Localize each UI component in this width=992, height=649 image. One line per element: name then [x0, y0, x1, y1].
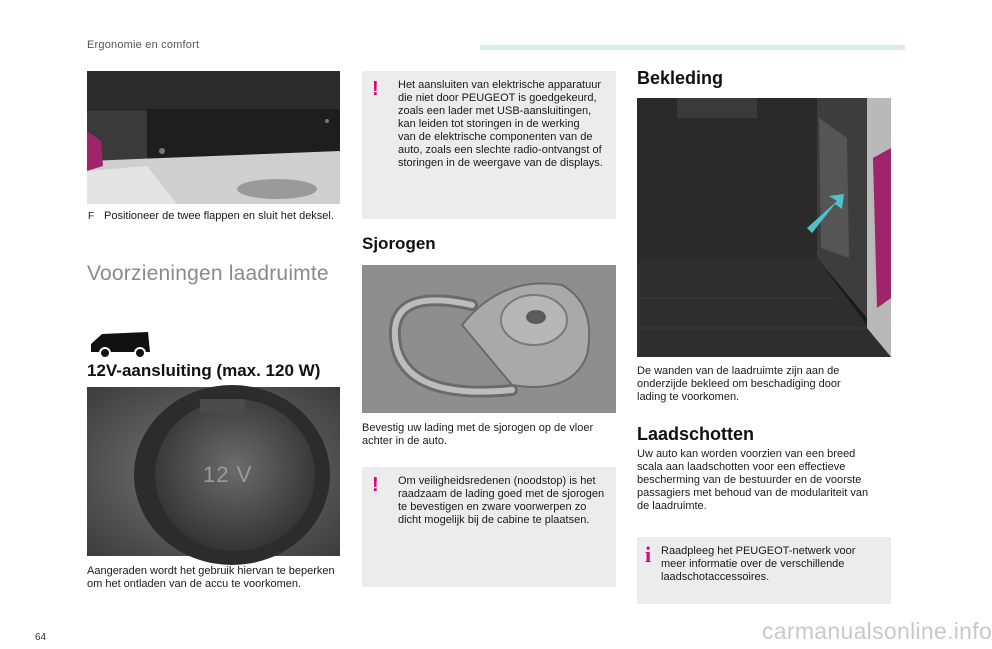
warning-note-electrical — [362, 71, 616, 219]
text-line: scala aan laadschotten voor een effectieve — [637, 461, 846, 473]
instruction-bullet — [88, 210, 338, 223]
warning-line: raadzaam de lading goed met de sjorogen — [398, 488, 605, 500]
lining-heading: Bekleding — [637, 68, 724, 88]
info-line: Raadpleeg het PEUGEOT-netwerk voor — [661, 545, 856, 557]
text-line: Uw auto kan worden voorzien van een breed — [637, 448, 856, 460]
text-line: passagiers met behoud van de modulariteit van — [637, 487, 869, 499]
text-line: bescherming van de bestuurder en de voorste — [637, 474, 862, 486]
warning-line: te bevestigen en zware voorwerpen zo — [398, 501, 587, 513]
page-number: 64 — [35, 632, 47, 643]
info-line: laadschotaccessoires. — [661, 571, 770, 583]
text-line: lading te voorkomen. — [637, 391, 740, 403]
chapter-header-bar — [480, 45, 905, 50]
socket-heading: 12V-aansluiting (max. 120 W) — [87, 361, 321, 380]
warning-icon: ! — [372, 78, 379, 100]
footer-watermark: carmanualsonline.info — [762, 618, 992, 644]
partitions-text — [637, 448, 895, 513]
socket-text: Aangeraden wordt het gebruik hiervan te beperken om het ontladen van de accu te voorkomen. — [87, 565, 335, 590]
info-icon: i — [645, 542, 652, 567]
partitions-heading: Laadschotten — [637, 424, 755, 444]
van-icon — [88, 326, 154, 360]
text-line: De wanden van de laadruimte zijn aan de — [637, 365, 840, 377]
chapter-title: Ergonomie en comfort — [87, 39, 200, 51]
warning-line: storingen in de weergave van de displays. — [398, 157, 603, 169]
bullet-marker-icon: F — [88, 211, 95, 222]
text-line: achter in de auto. — [362, 435, 448, 447]
warning-line: van de elektrische componenten van de — [398, 131, 593, 143]
cargo-lining-photo — [637, 98, 891, 357]
warning-line: auto, zoals een slechte radio-ontvangst of — [398, 144, 602, 156]
info-line: meer informatie over de verschillende — [661, 558, 845, 570]
tie-down-text — [362, 422, 618, 448]
warning-icon: ! — [372, 474, 379, 496]
text-line: onderzijde bekleed om beschadiging door — [637, 378, 841, 390]
info-note — [637, 537, 891, 604]
warning-note-safety — [362, 467, 616, 587]
warning-line: die niet door PEUGEOT is goedgekeurd, — [398, 92, 597, 104]
warning-line: zoals een lader met USB-aansluitingen, — [398, 105, 592, 117]
tie-down-heading: Sjorogen — [362, 234, 436, 253]
warning-line: kan leiden tot storingen in de werking — [398, 118, 580, 130]
section-title: Voorzieningen laadruimte — [87, 262, 329, 285]
bullet-text: Positioneer de twee flappen en sluit het deksel. — [104, 210, 334, 222]
text-line: Bevestig uw lading met de sjorogen op de vloer — [362, 422, 594, 434]
socket-label: 12 V — [203, 462, 253, 487]
cargo-cover-photo — [87, 71, 340, 204]
warning-line: Om veiligheidsredenen (noodstop) is het — [398, 475, 596, 487]
lining-text — [637, 365, 893, 404]
tie-down-ring-photo — [362, 265, 616, 413]
warning-line: Het aansluiten van elektrische apparatuur — [398, 79, 602, 91]
text-line: de laadruimte. — [637, 500, 707, 512]
warning-line: dicht mogelijk bij de cabine te plaatsen. — [398, 514, 590, 526]
